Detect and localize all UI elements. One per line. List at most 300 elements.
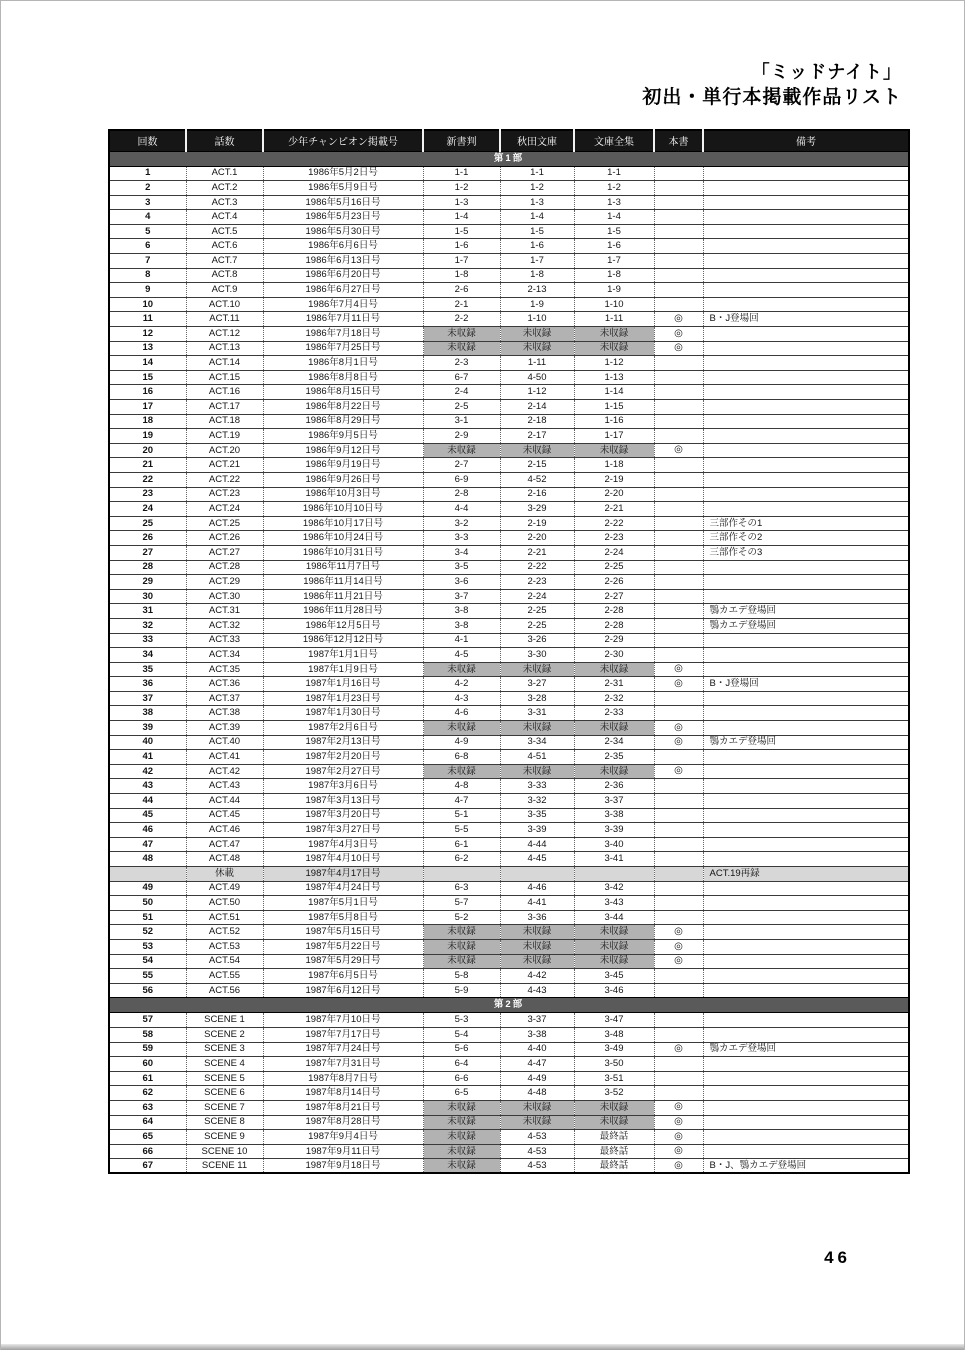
table-row — [109, 925, 909, 940]
cell-episode-no: 41 — [109, 750, 186, 765]
cell-champion-issue: 1987年9月4日号 — [263, 1130, 423, 1145]
cell-champion-issue: 1987年5月29日号 — [263, 954, 423, 969]
cell-this-book-mark — [654, 1027, 703, 1042]
cell-champion-issue: 1987年4月24日号 — [263, 881, 423, 896]
cell-episode-no: 32 — [109, 618, 186, 633]
cell-this-book-mark: ◎ — [654, 312, 703, 327]
cell-episode-no: 55 — [109, 969, 186, 984]
cell-episode-title: ACT.48 — [186, 852, 263, 867]
table-row — [109, 808, 909, 823]
cell-this-book-mark: ◎ — [654, 1159, 703, 1174]
cell-episode-no: 3 — [109, 195, 186, 210]
cell-bunko-zenshu: 2-23 — [574, 531, 654, 546]
table-row — [109, 939, 909, 954]
cell-bunko-zenshu: 1-9 — [574, 283, 654, 298]
cell-shinsho-edition: 6-3 — [423, 881, 500, 896]
cell-this-book-mark — [654, 268, 703, 283]
cell-shinsho-edition: 5-4 — [423, 1027, 500, 1042]
cell-episode-title: ACT.49 — [186, 881, 263, 896]
cell-champion-issue: 1986年5月16日号 — [263, 195, 423, 210]
column-header-episode-title: 話数 — [186, 130, 263, 151]
cell-remarks — [703, 1086, 909, 1101]
cell-shinsho-edition: 1-5 — [423, 224, 500, 239]
cell-episode-no: 39 — [109, 721, 186, 736]
cell-remarks — [703, 1144, 909, 1159]
cell-episode-no: 17 — [109, 400, 186, 415]
cell-this-book-mark: ◎ — [654, 1130, 703, 1145]
cell-bunko-zenshu: 2-26 — [574, 575, 654, 590]
table-row — [109, 443, 909, 458]
cell-remarks: B・J登場回 — [703, 677, 909, 692]
table-row — [109, 575, 909, 590]
cell-shinsho-edition: 5-7 — [423, 896, 500, 911]
table-row — [109, 370, 909, 385]
cell-champion-issue: 1986年9月12日号 — [263, 443, 423, 458]
cell-remarks — [703, 954, 909, 969]
table-row — [109, 735, 909, 750]
cell-this-book-mark — [654, 545, 703, 560]
cell-this-book-mark — [654, 618, 703, 633]
cell-episode-title: ACT.56 — [186, 983, 263, 998]
cell-akita-bunko: 2-21 — [500, 545, 574, 560]
cell-remarks — [703, 881, 909, 896]
cell-shinsho-edition: 1-3 — [423, 195, 500, 210]
cell-champion-issue: 1987年8月21日号 — [263, 1100, 423, 1115]
table-row — [109, 254, 909, 269]
cell-episode-no: 20 — [109, 443, 186, 458]
cell-episode-title: ACT.1 — [186, 166, 263, 181]
cell-remarks — [703, 502, 909, 517]
cell-episode-title: ACT.16 — [186, 385, 263, 400]
cell-episode-title: ACT.30 — [186, 589, 263, 604]
cell-champion-issue: 1987年5月22日号 — [263, 939, 423, 954]
cell-this-book-mark — [654, 385, 703, 400]
cell-remarks — [703, 224, 909, 239]
cell-akita-bunko: 未収録 — [500, 443, 574, 458]
cell-shinsho-edition: 1-8 — [423, 268, 500, 283]
cell-champion-issue: 1986年10月31日号 — [263, 545, 423, 560]
cell-bunko-zenshu: 2-22 — [574, 516, 654, 531]
table-row — [109, 764, 909, 779]
table-row — [109, 706, 909, 721]
cell-this-book-mark: ◎ — [654, 327, 703, 342]
cell-remarks — [703, 852, 909, 867]
cell-episode-title: ACT.41 — [186, 750, 263, 765]
cell-bunko-zenshu: 未収録 — [574, 939, 654, 954]
cell-champion-issue: 1987年5月8日号 — [263, 910, 423, 925]
cell-episode-no: 27 — [109, 545, 186, 560]
cell-remarks — [703, 764, 909, 779]
cell-bunko-zenshu: 2-30 — [574, 648, 654, 663]
cell-episode-no: 29 — [109, 575, 186, 590]
cell-shinsho-edition: 1-1 — [423, 166, 500, 181]
table-row — [109, 677, 909, 692]
cell-shinsho-edition: 未収録 — [423, 925, 500, 940]
cell-bunko-zenshu: 1-5 — [574, 224, 654, 239]
cell-this-book-mark — [654, 1086, 703, 1101]
cell-champion-issue: 1986年12月12日号 — [263, 633, 423, 648]
table-row — [109, 896, 909, 911]
table-row — [109, 662, 909, 677]
cell-shinsho-edition: 3-7 — [423, 589, 500, 604]
cell-shinsho-edition: 4-2 — [423, 677, 500, 692]
cell-champion-issue: 1987年9月11日号 — [263, 1144, 423, 1159]
column-header-shinsho-edition: 新書判 — [423, 130, 500, 151]
cell-episode-no: 43 — [109, 779, 186, 794]
table-row — [109, 1071, 909, 1086]
cell-bunko-zenshu: 1-12 — [574, 356, 654, 371]
table-row — [109, 545, 909, 560]
cell-champion-issue: 1986年5月2日号 — [263, 166, 423, 181]
cell-akita-bunko: 未収録 — [500, 662, 574, 677]
cell-akita-bunko: 2-25 — [500, 618, 574, 633]
cell-bunko-zenshu: 1-13 — [574, 370, 654, 385]
cell-episode-title: ACT.9 — [186, 283, 263, 298]
cell-episode-no: 10 — [109, 297, 186, 312]
cell-champion-issue: 1987年4月17日号 — [263, 867, 423, 882]
cell-champion-issue: 1987年7月24日号 — [263, 1042, 423, 1057]
cell-this-book-mark — [654, 370, 703, 385]
cell-akita-bunko: 2-14 — [500, 400, 574, 415]
cell-champion-issue: 1987年2月27日号 — [263, 764, 423, 779]
cell-remarks — [703, 939, 909, 954]
cell-episode-title: ACT.3 — [186, 195, 263, 210]
table-row — [109, 1159, 909, 1174]
cell-episode-no: 50 — [109, 896, 186, 911]
cell-shinsho-edition: 6-8 — [423, 750, 500, 765]
cell-shinsho-edition: 6-6 — [423, 1071, 500, 1086]
table-row — [109, 239, 909, 254]
cell-this-book-mark — [654, 181, 703, 196]
cell-this-book-mark — [654, 691, 703, 706]
column-header-episode-no: 回数 — [109, 130, 186, 151]
cell-bunko-zenshu: 3-51 — [574, 1071, 654, 1086]
cell-champion-issue: 1986年9月26日号 — [263, 472, 423, 487]
cell-episode-no: 37 — [109, 691, 186, 706]
cell-akita-bunko: 4-47 — [500, 1057, 574, 1072]
cell-champion-issue: 1987年4月3日号 — [263, 837, 423, 852]
cell-bunko-zenshu: 1-1 — [574, 166, 654, 181]
cell-bunko-zenshu: 2-20 — [574, 487, 654, 502]
cell-shinsho-edition: 未収録 — [423, 954, 500, 969]
cell-champion-issue: 1986年10月10日号 — [263, 502, 423, 517]
cell-remarks — [703, 429, 909, 444]
cell-episode-no: 48 — [109, 852, 186, 867]
cell-shinsho-edition: 未収録 — [423, 662, 500, 677]
cell-bunko-zenshu: 1-15 — [574, 400, 654, 415]
column-header-akita-bunko: 秋田文庫 — [500, 130, 574, 151]
cell-episode-no: 23 — [109, 487, 186, 502]
cell-akita-bunko: 4-40 — [500, 1042, 574, 1057]
cell-champion-issue: 1987年7月17日号 — [263, 1027, 423, 1042]
cell-remarks — [703, 1057, 909, 1072]
table-row — [109, 823, 909, 838]
cell-remarks — [703, 341, 909, 356]
cell-remarks — [703, 356, 909, 371]
cell-episode-no: 46 — [109, 823, 186, 838]
cell-shinsho-edition: 未収録 — [423, 327, 500, 342]
cell-this-book-mark — [654, 633, 703, 648]
cell-episode-no: 13 — [109, 341, 186, 356]
cell-akita-bunko: 未収録 — [500, 721, 574, 736]
cell-champion-issue: 1986年5月9日号 — [263, 181, 423, 196]
cell-this-book-mark — [654, 823, 703, 838]
cell-champion-issue: 1987年1月23日号 — [263, 691, 423, 706]
cell-shinsho-edition: 2-7 — [423, 458, 500, 473]
cell-remarks — [703, 181, 909, 196]
table-row — [109, 487, 909, 502]
cell-remarks — [703, 1130, 909, 1145]
cell-this-book-mark — [654, 502, 703, 517]
cell-bunko-zenshu: 3-43 — [574, 896, 654, 911]
cell-remarks — [703, 633, 909, 648]
cell-champion-issue: 1987年1月16日号 — [263, 677, 423, 692]
column-header-row — [109, 130, 909, 151]
cell-this-book-mark — [654, 283, 703, 298]
table-row — [109, 166, 909, 181]
table-row — [109, 1086, 909, 1101]
cell-bunko-zenshu: 最終話 — [574, 1159, 654, 1174]
cell-this-book-mark — [654, 779, 703, 794]
cell-bunko-zenshu: 3-41 — [574, 852, 654, 867]
cell-remarks — [703, 750, 909, 765]
cell-this-book-mark — [654, 1057, 703, 1072]
table-row — [109, 1130, 909, 1145]
cell-episode-title: SCENE 2 — [186, 1027, 263, 1042]
cell-episode-no: 30 — [109, 589, 186, 604]
cell-akita-bunko: 1-3 — [500, 195, 574, 210]
cell-episode-title: ACT.20 — [186, 443, 263, 458]
cell-bunko-zenshu: 2-32 — [574, 691, 654, 706]
cell-shinsho-edition: 4-4 — [423, 502, 500, 517]
cell-shinsho-edition: 3-2 — [423, 516, 500, 531]
cell-episode-title: ACT.8 — [186, 268, 263, 283]
cell-akita-bunko: 1-5 — [500, 224, 574, 239]
cell-champion-issue: 1986年6月6日号 — [263, 239, 423, 254]
cell-shinsho-edition: 未収録 — [423, 341, 500, 356]
cell-bunko-zenshu: 未収録 — [574, 327, 654, 342]
cell-champion-issue: 1986年7月4日号 — [263, 297, 423, 312]
cell-bunko-zenshu: 2-31 — [574, 677, 654, 692]
cell-bunko-zenshu: 2-28 — [574, 618, 654, 633]
cell-shinsho-edition: 6-7 — [423, 370, 500, 385]
section-label: 第1部 — [109, 151, 909, 166]
cell-akita-bunko: 3-35 — [500, 808, 574, 823]
cell-episode-no: 65 — [109, 1130, 186, 1145]
cell-episode-title: SCENE 7 — [186, 1100, 263, 1115]
cell-champion-issue: 1986年10月17日号 — [263, 516, 423, 531]
cell-remarks — [703, 283, 909, 298]
cell-bunko-zenshu: 1-17 — [574, 429, 654, 444]
table-row — [109, 297, 909, 312]
cell-champion-issue: 1987年8月28日号 — [263, 1115, 423, 1130]
cell-akita-bunko: 3-26 — [500, 633, 574, 648]
cell-episode-title: ACT.5 — [186, 224, 263, 239]
cell-shinsho-edition: 6-2 — [423, 852, 500, 867]
cell-bunko-zenshu: 3-50 — [574, 1057, 654, 1072]
cell-champion-issue: 1987年4月10日号 — [263, 852, 423, 867]
cell-shinsho-edition: 2-1 — [423, 297, 500, 312]
cell-this-book-mark — [654, 356, 703, 371]
cell-this-book-mark — [654, 750, 703, 765]
cell-this-book-mark: ◎ — [654, 1042, 703, 1057]
cell-this-book-mark — [654, 589, 703, 604]
cell-akita-bunko: 3-37 — [500, 1013, 574, 1028]
cell-shinsho-edition: 1-7 — [423, 254, 500, 269]
table-row — [109, 837, 909, 852]
cell-episode-title: ACT.12 — [186, 327, 263, 342]
cell-episode-title: ACT.50 — [186, 896, 263, 911]
cell-champion-issue: 1987年3月27日号 — [263, 823, 423, 838]
cell-episode-title: ACT.11 — [186, 312, 263, 327]
cell-akita-bunko: 4-52 — [500, 472, 574, 487]
cell-shinsho-edition: 5-8 — [423, 969, 500, 984]
cell-episode-title: ACT.37 — [186, 691, 263, 706]
cell-remarks — [703, 1100, 909, 1115]
cell-remarks: 三部作その1 — [703, 516, 909, 531]
cell-akita-bunko: 未収録 — [500, 1115, 574, 1130]
cell-episode-title: ACT.7 — [186, 254, 263, 269]
cell-akita-bunko: 1-7 — [500, 254, 574, 269]
cell-episode-no: 36 — [109, 677, 186, 692]
cell-champion-issue: 1987年8月7日号 — [263, 1071, 423, 1086]
cell-shinsho-edition: 5-6 — [423, 1042, 500, 1057]
cell-akita-bunko: 1-8 — [500, 268, 574, 283]
cell-bunko-zenshu: 3-40 — [574, 837, 654, 852]
cell-episode-title: ACT.18 — [186, 414, 263, 429]
cell-this-book-mark — [654, 881, 703, 896]
cell-remarks — [703, 370, 909, 385]
cell-episode-no: 15 — [109, 370, 186, 385]
cell-bunko-zenshu: 3-49 — [574, 1042, 654, 1057]
cell-shinsho-edition: 6-1 — [423, 837, 500, 852]
cell-this-book-mark: ◎ — [654, 954, 703, 969]
cell-remarks: ACT.19再録 — [703, 867, 909, 882]
cell-this-book-mark: ◎ — [654, 677, 703, 692]
cell-champion-issue: 1986年10月24日号 — [263, 531, 423, 546]
cell-episode-title: ACT.13 — [186, 341, 263, 356]
cell-remarks — [703, 910, 909, 925]
cell-this-book-mark — [654, 794, 703, 809]
cell-episode-title: SCENE 6 — [186, 1086, 263, 1101]
cell-remarks — [703, 210, 909, 225]
cell-episode-title: ACT.54 — [186, 954, 263, 969]
column-header-champion-issue: 少年チャンピオン掲載号 — [263, 130, 423, 151]
cell-remarks — [703, 794, 909, 809]
cell-episode-no: 45 — [109, 808, 186, 823]
cell-akita-bunko: 未収録 — [500, 939, 574, 954]
table-row — [109, 327, 909, 342]
cell-akita-bunko: 未収録 — [500, 764, 574, 779]
cell-akita-bunko: 1-6 — [500, 239, 574, 254]
cell-remarks: 鶚カエデ登場回 — [703, 735, 909, 750]
cell-episode-no: 42 — [109, 764, 186, 779]
cell-akita-bunko: 2-15 — [500, 458, 574, 473]
cell-champion-issue: 1987年3月6日号 — [263, 779, 423, 794]
cell-akita-bunko: 4-53 — [500, 1130, 574, 1145]
cell-akita-bunko: 1-4 — [500, 210, 574, 225]
table-row — [109, 589, 909, 604]
table-row — [109, 750, 909, 765]
cell-episode-title: ACT.25 — [186, 516, 263, 531]
cell-champion-issue: 1986年8月1日号 — [263, 356, 423, 371]
page-number: 46 — [824, 1248, 851, 1267]
cell-champion-issue: 1987年3月13日号 — [263, 794, 423, 809]
cell-remarks — [703, 779, 909, 794]
cell-bunko-zenshu: 3-52 — [574, 1086, 654, 1101]
cell-remarks — [703, 575, 909, 590]
cell-shinsho-edition: 2-5 — [423, 400, 500, 415]
cell-champion-issue: 1986年6月13日号 — [263, 254, 423, 269]
table-row — [109, 881, 909, 896]
cell-shinsho-edition: 4-8 — [423, 779, 500, 794]
cell-this-book-mark — [654, 414, 703, 429]
table-row — [109, 224, 909, 239]
cell-champion-issue: 1986年8月22日号 — [263, 400, 423, 415]
cell-remarks — [703, 648, 909, 663]
cell-shinsho-edition: 未収録 — [423, 443, 500, 458]
page-title — [642, 61, 902, 109]
cell-remarks: B・J登場回 — [703, 312, 909, 327]
cell-episode-title: ACT.47 — [186, 837, 263, 852]
cell-bunko-zenshu: 2-27 — [574, 589, 654, 604]
cell-episode-title: ACT.51 — [186, 910, 263, 925]
cell-akita-bunko: 4-53 — [500, 1144, 574, 1159]
cell-remarks — [703, 721, 909, 736]
cell-this-book-mark — [654, 1071, 703, 1086]
cell-this-book-mark — [654, 487, 703, 502]
cell-remarks — [703, 1013, 909, 1028]
cell-akita-bunko: 4-50 — [500, 370, 574, 385]
cell-akita-bunko: 4-41 — [500, 896, 574, 911]
cell-akita-bunko: 1-9 — [500, 297, 574, 312]
cell-remarks — [703, 1027, 909, 1042]
table-row — [109, 312, 909, 327]
cell-episode-title: ACT.22 — [186, 472, 263, 487]
table-row — [109, 531, 909, 546]
cell-shinsho-edition: 5-5 — [423, 823, 500, 838]
cell-this-book-mark: ◎ — [654, 939, 703, 954]
cell-akita-bunko: 4-43 — [500, 983, 574, 998]
cell-champion-issue: 1986年8月15日号 — [263, 385, 423, 400]
table-row — [109, 1013, 909, 1028]
cell-bunko-zenshu — [574, 867, 654, 882]
cell-shinsho-edition: 3-8 — [423, 604, 500, 619]
cell-champion-issue: 1987年7月10日号 — [263, 1013, 423, 1028]
cell-episode-no: 19 — [109, 429, 186, 444]
cell-champion-issue: 1987年2月13日号 — [263, 735, 423, 750]
cell-shinsho-edition: 1-4 — [423, 210, 500, 225]
cell-shinsho-edition: 未収録 — [423, 721, 500, 736]
cell-this-book-mark: ◎ — [654, 764, 703, 779]
cell-shinsho-edition: 6-4 — [423, 1057, 500, 1072]
cell-remarks — [703, 400, 909, 415]
table-row — [109, 560, 909, 575]
cell-episode-title: ACT.27 — [186, 545, 263, 560]
cell-episode-title: ACT.45 — [186, 808, 263, 823]
cell-episode-title: ACT.35 — [186, 662, 263, 677]
cell-this-book-mark — [654, 910, 703, 925]
cell-bunko-zenshu: 2-33 — [574, 706, 654, 721]
cell-champion-issue: 1986年5月30日号 — [263, 224, 423, 239]
cell-episode-no: 67 — [109, 1159, 186, 1174]
table-row — [109, 516, 909, 531]
cell-bunko-zenshu: 2-35 — [574, 750, 654, 765]
cell-episode-no: 2 — [109, 181, 186, 196]
cell-akita-bunko: 4-51 — [500, 750, 574, 765]
cell-this-book-mark — [654, 852, 703, 867]
cell-akita-bunko: 4-53 — [500, 1159, 574, 1174]
